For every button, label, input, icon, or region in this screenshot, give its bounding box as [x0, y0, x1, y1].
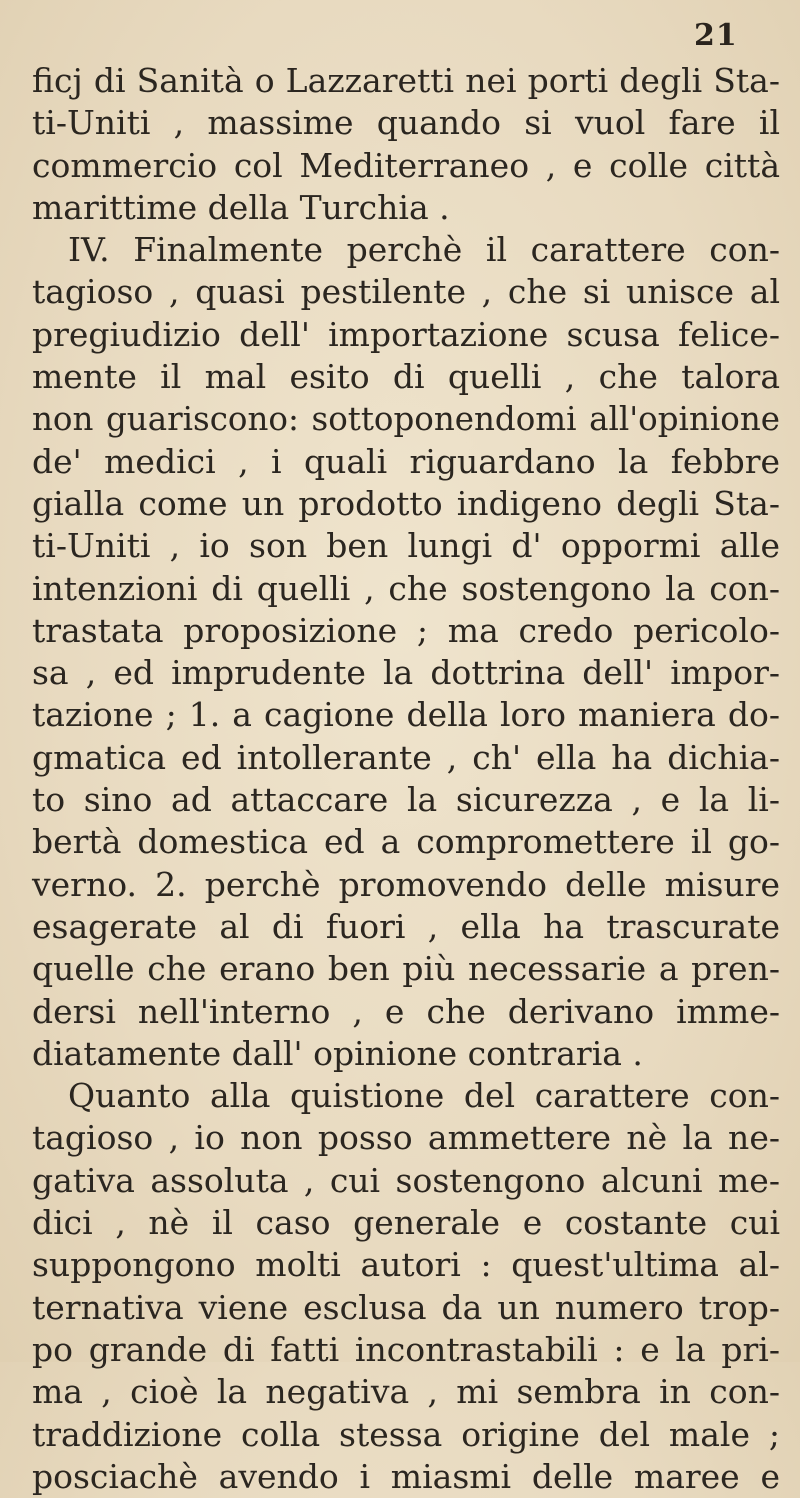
text-line: verno. 2. perchè promovendo delle misure [32, 864, 780, 904]
body-text [32, 60, 780, 1498]
text-line: de' medici , i quali riguardano la febbre [32, 441, 780, 481]
text-line: tagioso , io non posso ammettere nè la ne- [32, 1118, 780, 1158]
text-line: sa , ed imprudente la dottrina dell' impor- [32, 653, 780, 693]
text-line: ti-Uniti , io son ben lungi d' oppormi alle [32, 526, 780, 566]
text-line: diatamente dall' opinione contraria . [32, 1033, 643, 1073]
text-line: ternativa viene esclusa da un numero trop- [32, 1287, 780, 1327]
text-line: gmatica ed intollerante , ch' ella ha dichia- [32, 737, 780, 777]
text-line: dersi nell'interno , e che derivano imme- [32, 991, 780, 1031]
page-number: 21 [694, 18, 738, 53]
text-line: to sino ad attaccare la sicurezza , e la li- [32, 780, 780, 820]
text-line: non guariscono: sottoponendomi all'opinione [32, 400, 780, 439]
text-line: pregiudizio dell' importazione scusa felice- [32, 314, 780, 354]
text-line: ma , cioè la negativa , mi sembra in con- [32, 1372, 780, 1412]
text-line: trastata proposizione ; ma credo pericolo- [32, 610, 780, 650]
text-line: tazione ; 1. a cagione della loro maniera do- [32, 695, 780, 735]
text-line: bertà domestica ed a compromettere il go- [32, 822, 780, 862]
text-line: suppongono molti autori : quest'ultima al- [32, 1245, 780, 1285]
text-line: intenzioni di quelli , che sostengono la con- [32, 568, 780, 608]
text-line: ficj di Sanità o Lazzaretti nei porti degli Sta- [32, 61, 780, 100]
text-line: IV. Finalmente perchè il carattere con- [68, 230, 780, 270]
text-line: ti-Uniti , massime quando si vuol fare il [32, 103, 780, 143]
text-line: esagerate al di fuori , ella ha trascurate [32, 906, 780, 946]
text-line: commercio col Mediterraneo , e colle città [32, 145, 780, 185]
text-line: quelle che erano ben più necessarie a pren- [32, 949, 780, 989]
text-line: traddizione colla stessa origine del male ; [32, 1414, 780, 1454]
text-line: gialla come un prodotto indigeno degli Sta- [32, 483, 780, 523]
text-line: marittime della Turchia . [32, 187, 450, 227]
text-line: gativa assoluta , cui sostengono alcuni me- [32, 1160, 780, 1200]
text-line: po grande di fatti incontrastabili : e la pri- [32, 1329, 780, 1369]
text-line: dici , nè il caso generale e costante cui [32, 1203, 780, 1243]
text-line: mente il mal esito di quelli , che talora [32, 357, 780, 397]
text-line: tagioso , quasi pestilente , che si unisce al [32, 272, 780, 312]
text-line: Quanto alla quistione del carattere con- [68, 1076, 780, 1116]
text-line: posciachè avendo i miasmi delle maree e [32, 1456, 780, 1496]
